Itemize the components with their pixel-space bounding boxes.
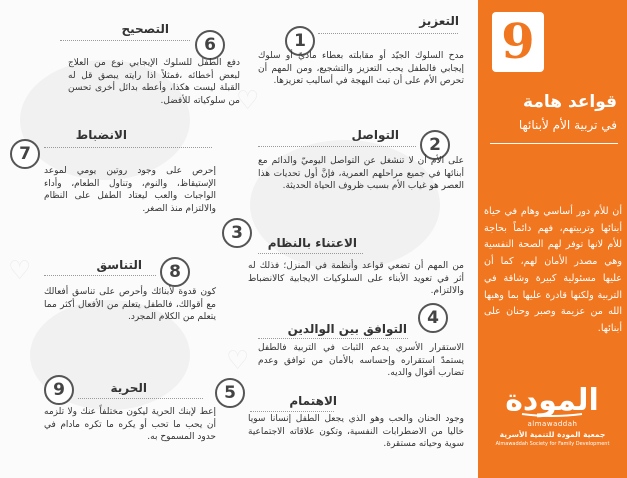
- rule-number-badge: 4: [418, 303, 448, 333]
- rule-body: الاستقرار الأسري يدعم الثبات في التربية فالطفل يستمدّ استقراره وإحساسه بالأمان من توافق وعدم تضارب أقوال والديه.: [258, 343, 464, 378]
- title-underline-divider: [258, 338, 408, 339]
- rule-title: الاهتمام: [289, 394, 337, 408]
- rule-number-badge: 3: [222, 218, 252, 248]
- rule-body: كون قدوة لأبنائك وأحرص على تناسق أفعالك مع أقوالك، فالطفل يتعلم من الأفعال أكثر مما يتعلم من الكلام المجرد.: [44, 287, 216, 322]
- rule-body: من المهم أن تضعي قواعد وأنظمة في المنزل؛ فذلك له أثر في تعويد الأبناء على السلوكيات الايجابية كالانضباط والالتزام.: [248, 261, 464, 296]
- rule-title: التوافق بين الوالدين: [287, 322, 407, 336]
- rule-number-badge: 7: [10, 139, 40, 169]
- rule-title: التعزيز: [419, 14, 459, 28]
- rule-title: التصحيح: [121, 22, 169, 36]
- rule-title: التواصل: [351, 128, 399, 142]
- heart-icon: ♡: [226, 346, 250, 376]
- page-subtitle: في تربية الأم لأبنائها: [518, 118, 617, 132]
- rule-body: إعط لإبنك الحرية ليكون مختلفاً عنك ولا تلزمه أن يحب ما تحب أو يكره ما تكره مادام في حدود المسموح به.: [44, 407, 216, 442]
- title-underline-divider: [78, 398, 203, 399]
- page-title: قواعد هامة: [523, 92, 617, 112]
- rule-title: الاعتناء بالنظام: [267, 236, 357, 250]
- rule-body: مدح السلوك الجيّد أو مقابلته بعطاء ماديّ أو سلوك إيجابي فالطفل يحب التعزيز والتشجيع، ومن المهم أن تحرص الأم على أن تبث البهجة في أساليب تعزيزها.: [258, 51, 464, 86]
- rule-number-badge: 2: [420, 130, 450, 160]
- rules-count-badge: 9: [492, 12, 544, 72]
- title-underline-divider: [258, 146, 416, 147]
- rule-number-badge: 1: [285, 26, 315, 56]
- title-underline-divider: [258, 253, 363, 254]
- heart-icon: ♡: [8, 256, 32, 286]
- rule-number-badge: 8: [160, 257, 190, 287]
- rule-number-badge: 9: [44, 375, 74, 405]
- logo-arabic-mark: المودة: [505, 383, 599, 418]
- heart-icon: ♡: [236, 86, 260, 116]
- rule-title: التناسق: [96, 258, 142, 272]
- rule-title: الحرية: [110, 381, 147, 395]
- title-underline-divider: [44, 147, 212, 148]
- title-underline-divider: [318, 33, 458, 34]
- organization-name-english: Almawaddah Society for Family Development: [495, 441, 610, 447]
- intro-text: أن للأم دور أساسي وهام في حياة أبنائها وتربيتهم، فهم دائماً بحاجة للأم لانها توفر لهم الصحة النفسية وهي مصدر الأمان لهم، كما أن عليها مسئولية كبيرة وشاقة في التربية ولكنها قادرة عليها بما وهبها الله من عزيمة وصبر وحنان على أبنائها.: [484, 206, 622, 334]
- rule-body: دفع الطفل للسلوك الإيجابي نوع من العلاج لبعض أخطائه ،فمثلاً اذا رايته يبصق قل له القبلة ليست هكذا، وأعطه بدائل أخرى تحسن من سلوكياته للأفضل.: [68, 58, 240, 106]
- rule-number-badge: 5: [215, 378, 245, 408]
- title-underline-divider: [250, 411, 334, 412]
- rule-title: الانضباط: [75, 128, 127, 142]
- title-underline-divider: [60, 40, 190, 41]
- rule-body: على الأم أن لا تنشغل عن التواصل اليوميّ والدائم مع أبنائها في جميع مراحلهم العمرية، فإنَّ أول تحديات هذا العصر هو غياب الأم بسبب ظروف الحياة الحديثة.: [258, 156, 464, 191]
- almawaddah-logo: [502, 378, 602, 418]
- title-divider: [490, 143, 618, 144]
- organization-name-arabic: جمعية المودة للتنمية الأسرية: [499, 430, 606, 439]
- rule-number-badge: 6: [195, 30, 225, 60]
- rule-body: إحرص على وجود روتين يومي لموعد الإستيقاظ، والنوم، وتناول الطعام، وأداء الواجبات والعب ليعتاد الطفل على النظام والالتزام منذ الصغر.: [44, 166, 216, 214]
- logo-latin-name: almawaddah: [527, 420, 578, 428]
- rule-body: وجود الحنان والحب وهو الذي يجعل الطفل إنسانا سويا خاليا من الاضطرابات النفسية، وتكون علاقاته الاجتماعية سوية وحياته مستقرة.: [248, 414, 464, 449]
- intro-panel: [478, 0, 627, 478]
- title-underline-divider: [44, 275, 156, 276]
